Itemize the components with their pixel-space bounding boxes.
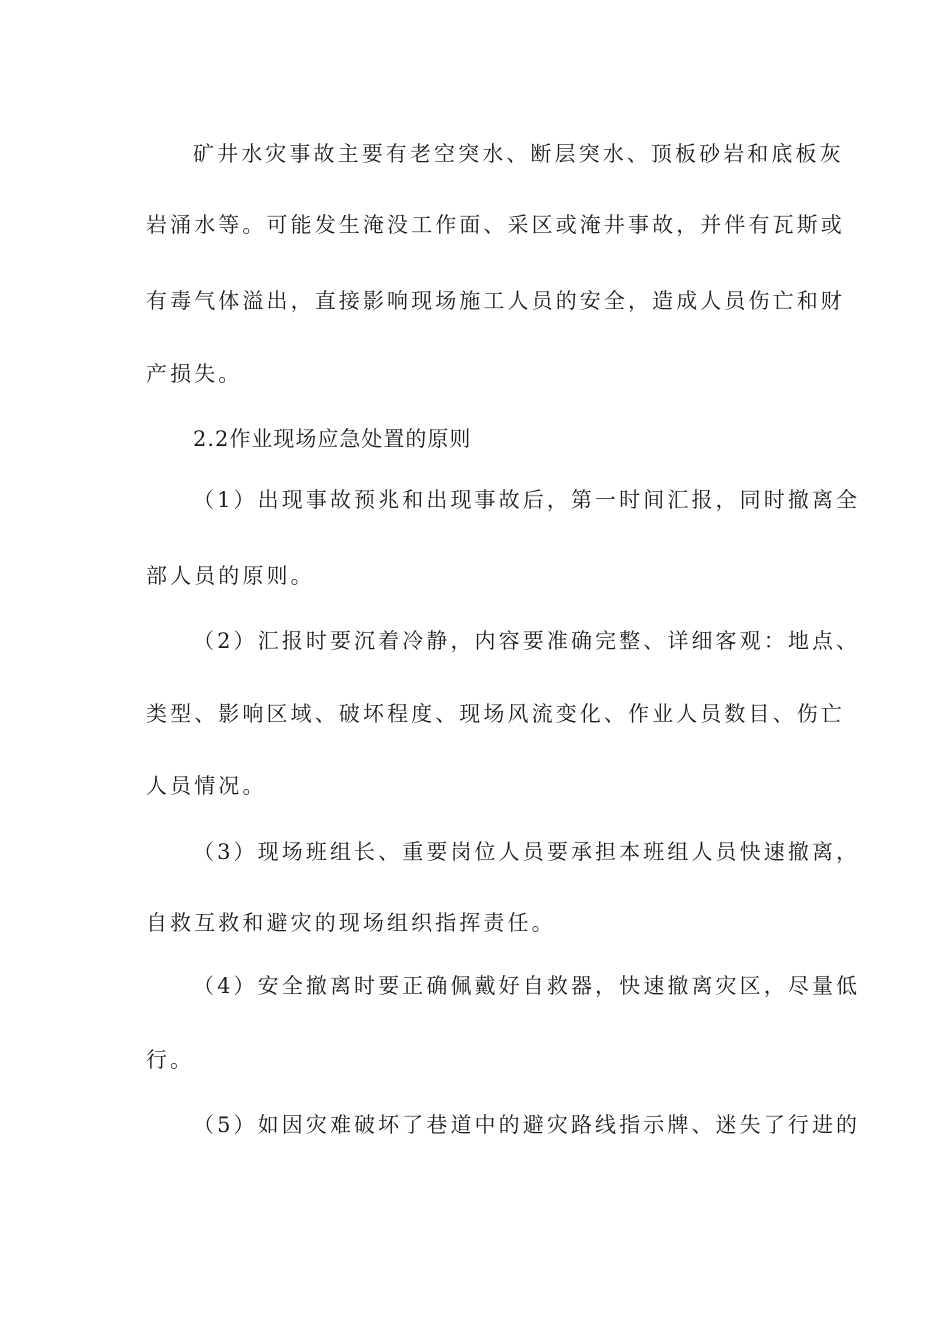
item-2-line-2: 类型、影响区域、破坏程度、现场风流变化、作业人员数目、伤亡 — [146, 702, 845, 726]
item-2-line-1: （2）汇报时要沉着冷静，内容要准确完整、详细客观：地点、 — [193, 629, 861, 653]
item-1-line-2: 部人员的原则。 — [146, 564, 315, 588]
item-3-line-2: 自救互救和避灾的现场组织指挥责任。 — [146, 911, 556, 935]
paragraph-1-line-1: 矿井水灾事故主要有老空突水、断层突水、顶板砂岩和底板灰 — [193, 142, 844, 166]
item-5-line-1: （5）如因灾难破坏了巷道中的避灾路线指示牌、迷失了行进的 — [193, 1113, 861, 1137]
paragraph-1-line-4: 产损失。 — [146, 362, 243, 386]
paragraph-1-line-3: 有毒气体溢出，直接影响现场施工人员的安全，造成人员伤亡和财 — [146, 289, 845, 313]
item-2-line-3: 人员情况。 — [146, 774, 267, 798]
item-4-line-1: （4）安全撤离时要正确佩戴好自救器，快速撤离灾区，尽量低 — [193, 974, 861, 998]
section-heading: 2.2作业现场应急处置的原则 — [193, 427, 472, 451]
paragraph-1-line-2: 岩涌水等。可能发生淹没工作面、采区或淹井事故，并伴有瓦斯或 — [146, 213, 845, 237]
item-1-line-1: （1）出现事故预兆和出现事故后，第一时间汇报，同时撤离全 — [193, 488, 861, 512]
item-3-line-1: （3）现场班组长、重要岗位人员要承担本班组人员快速撤离， — [193, 840, 861, 864]
item-4-line-2: 行。 — [146, 1048, 195, 1072]
